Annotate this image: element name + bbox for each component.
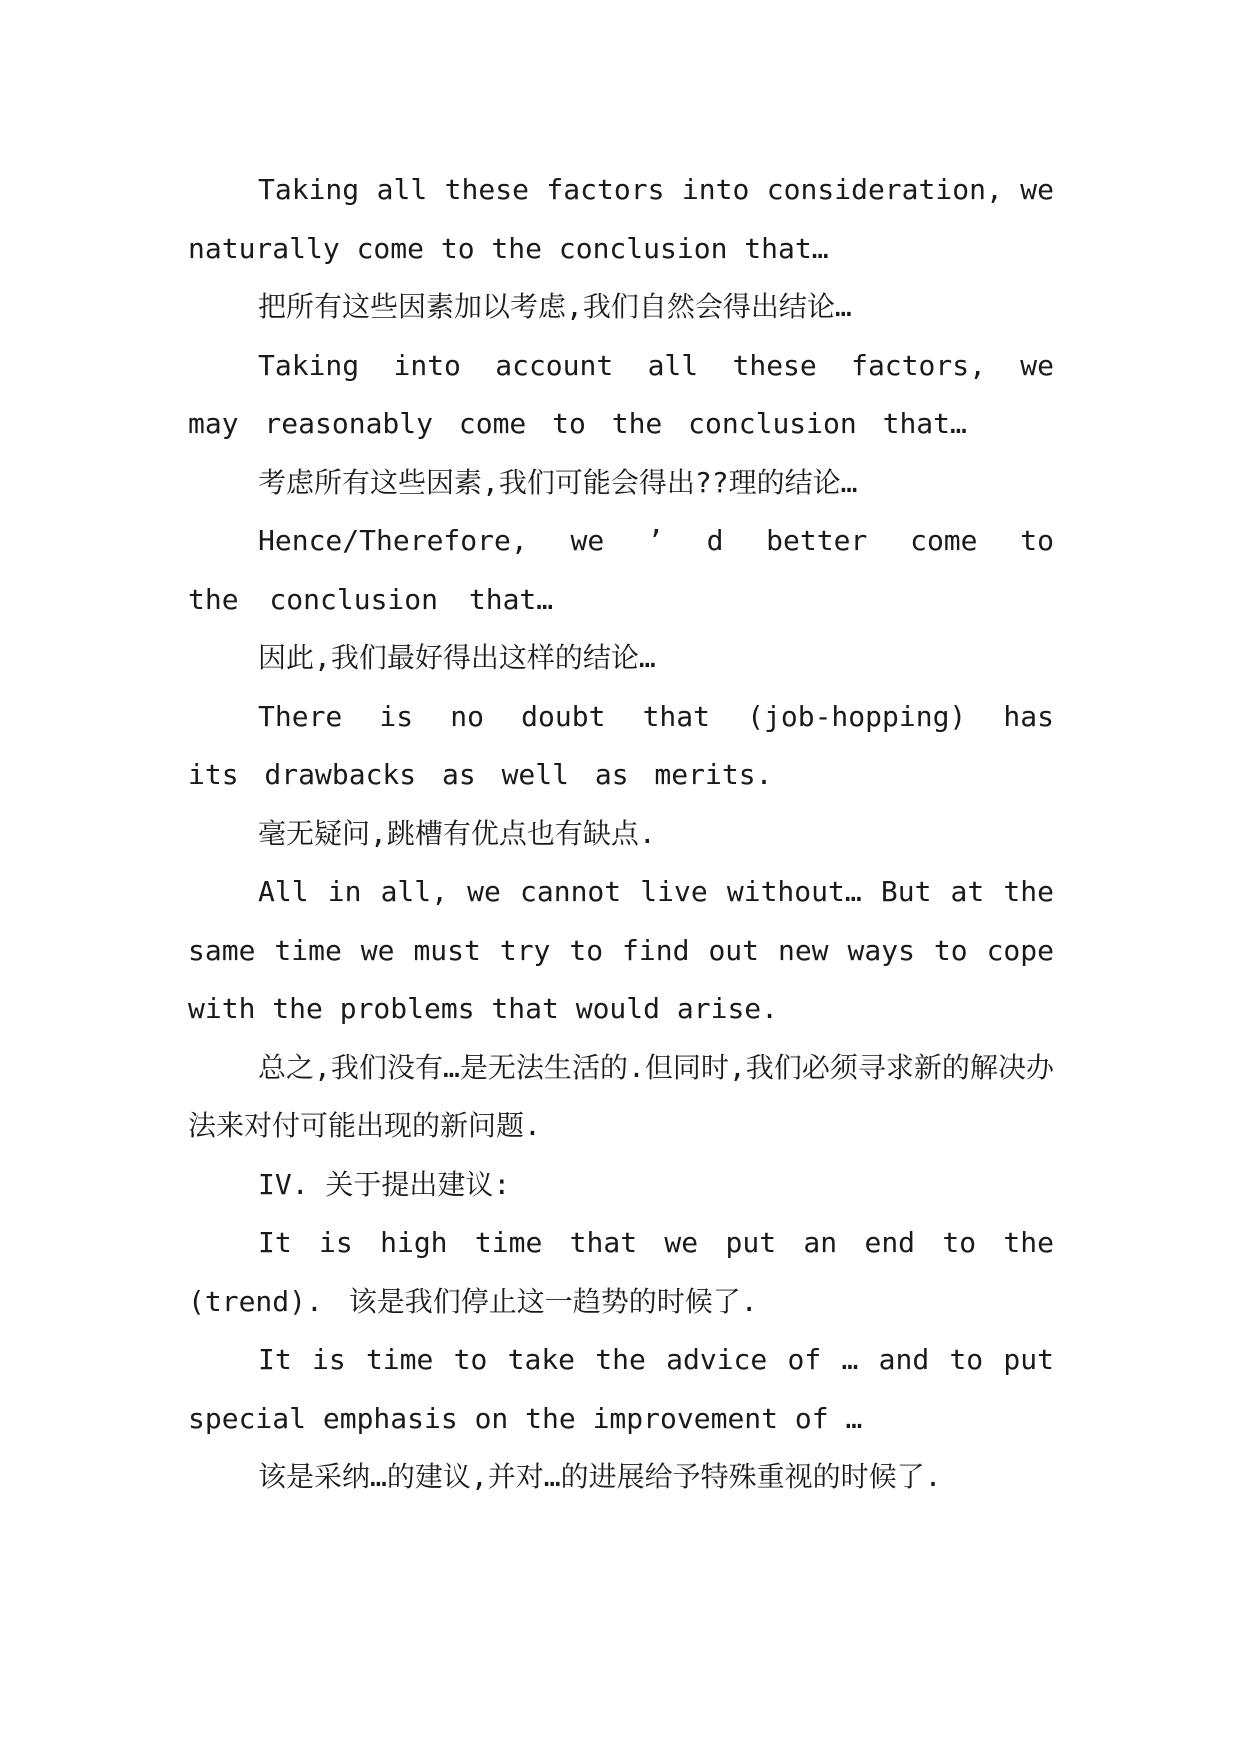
paragraph-hence-therefore: Hence/Therefore, we ’ d better come to the conclusion that… bbox=[188, 524, 1054, 616]
paragraph-taking-into-account: Taking into account all these factors, we may reasonably come to the conclusion that… bbox=[188, 348, 1054, 440]
paragraph-no-doubt: There is no doubt that (job-hopping) has its drawbacks as well as merits. bbox=[188, 699, 1054, 791]
paragraph-taking-all-factors: Taking all these factors into consideration, we naturally come to the conclusion that… bbox=[188, 173, 1054, 265]
paragraph-all-in-all: All in all, we cannot live without… But at the same time we must try to find out new ways to cope with the problems that would arise. bbox=[188, 875, 1054, 1025]
paragraph-high-time: It is high time that we put an end to the (trend). 该是我们停止这一趋势的时候了. bbox=[188, 1226, 1054, 1318]
paragraph-take-advice: It is time to take the advice of … and to put special emphasis on the improvement of … bbox=[188, 1343, 1054, 1435]
document-body bbox=[188, 161, 1054, 1507]
paragraph-take-advice-cn: 该是采纳…的建议,并对…的进展给予特殊重视的时候了. bbox=[258, 1460, 942, 1493]
paragraph-hence-therefore-cn: 因此,我们最好得出这样的结论… bbox=[258, 641, 656, 674]
paragraph-all-in-all-cn: 总之,我们没有…是无法生活的.但同时,我们必须寻求新的解决办法来对付可能出现的新问题. bbox=[188, 1050, 1054, 1142]
section-heading-suggestions: IV. 关于提出建议: bbox=[258, 1167, 511, 1201]
paragraph-taking-all-factors-cn: 把所有这些因素加以考虑,我们自然会得出结论… bbox=[258, 290, 852, 323]
paragraph-no-doubt-cn: 毫无疑问,跳槽有优点也有缺点. bbox=[258, 816, 656, 850]
paragraph-taking-into-account-cn: 考虑所有这些因素,我们可能会得出??理的结论… bbox=[258, 465, 858, 499]
